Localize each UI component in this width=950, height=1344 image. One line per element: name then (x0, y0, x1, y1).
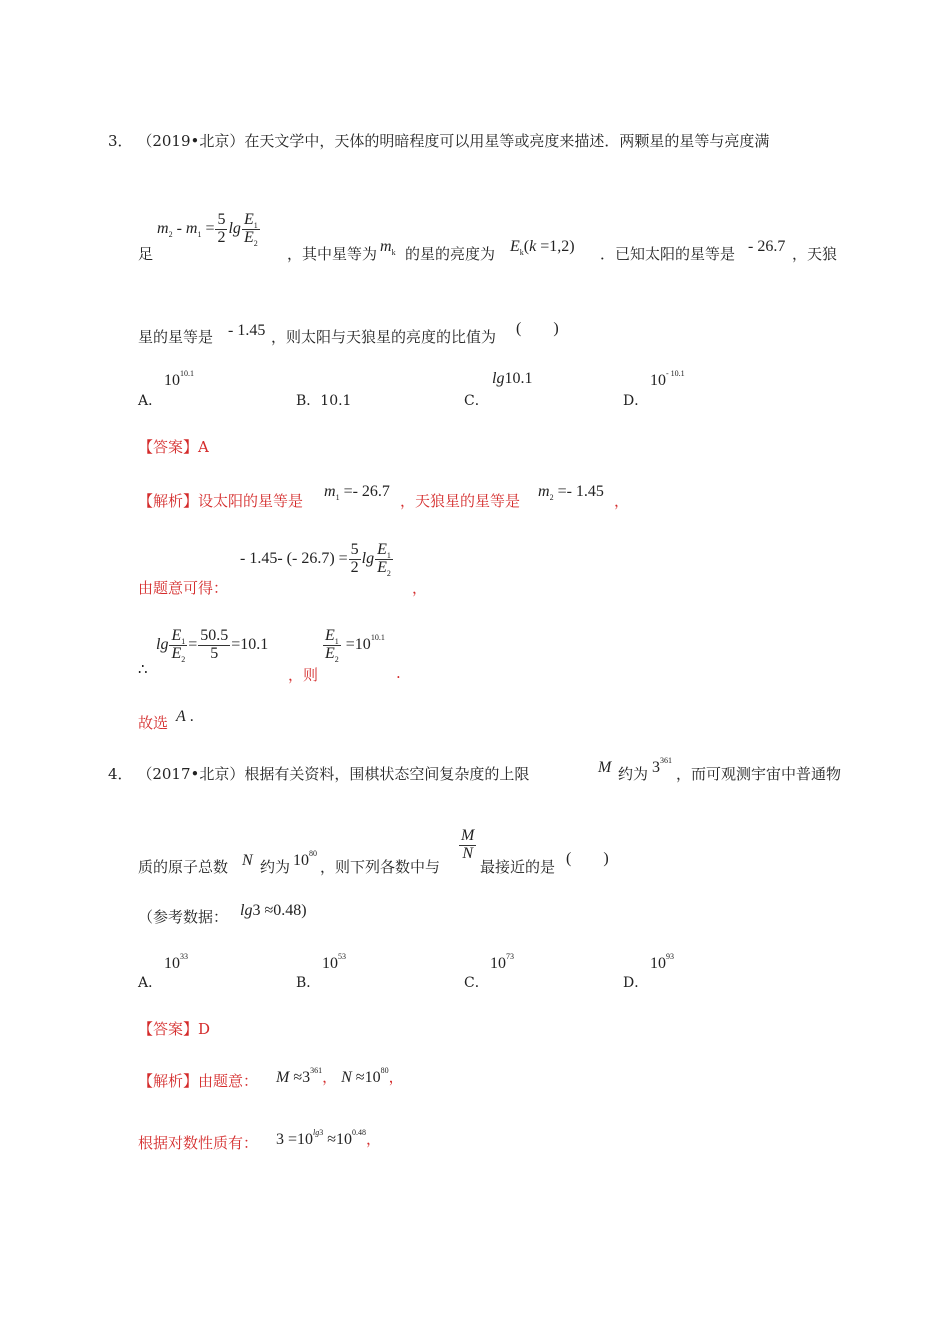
q3-line2 (138, 243, 153, 264)
q4-M-over-N: $\frac{M}{N}$ (461, 827, 475, 862)
q3-option-d: D． (623, 393, 649, 409)
q4-3-361: $3^{361}$ (652, 756, 672, 776)
q4-analysis-2: 根据对数性质有： (138, 1134, 259, 1152)
q3-number: 3． (108, 132, 133, 150)
q3-line1 (108, 130, 769, 151)
q4-analysis-1: 【解析】由题意： (138, 1072, 259, 1090)
q4-10-80: $10^{80}$ (293, 849, 317, 869)
q3-line2-c: 的星的亮度为 (405, 245, 496, 263)
q4-option-b-value: $10^{53}$ (322, 952, 346, 972)
q4-option-c-value: $10^{73}$ (490, 952, 514, 972)
q3-analysis-2: 由题意可得： (138, 579, 229, 597)
q3-sirius-mag: - 1.45 (228, 322, 266, 339)
q3-formula: $m_2 - m_1$ = $\frac{5}{2}$ lg $\frac{E_1}{E_2}$ (157, 211, 258, 248)
q3-option-a-value: $10^{10.1}$ (164, 369, 194, 389)
q4-option-d: D． (623, 975, 649, 991)
q3-eq-2: - 1.45- (- 26.7) = $\frac{5}{2}$ lg $\frac{E_1}{E_2}$ (240, 541, 391, 578)
q4-line2: 质的原子总数 (138, 858, 229, 876)
q3-option-a: A． (138, 393, 163, 409)
q3-ek: $E_k(k =1,2)$ (510, 238, 575, 257)
q3-comma-1: ， (614, 492, 630, 510)
q3-analysis-1b: ，天狼星的星等是 (400, 492, 521, 510)
q4-analysis-2-math: $3 =10^{lg3} \approx 10^{0.48}$， (276, 1128, 382, 1148)
q4-answer: 【答案】D (138, 1020, 211, 1038)
q4-option-d-value: $10^{93}$ (650, 952, 674, 972)
q4-line1-mid: 约为 (618, 765, 649, 783)
q3-m1-eq: $m_1 =- 26.7$ (324, 483, 390, 502)
q3-line1-text: 在天文学中，天体的明暗程度可以用星等或亮度来描述．两颗星的星等与亮度满 (244, 132, 770, 150)
q3-answer: 【答案】A (138, 438, 209, 456)
q3-option-b: B．10.1 (296, 393, 352, 409)
q4-line1-end: ，而可观测宇宙中普通物 (676, 765, 842, 783)
q4-line1: 4． （2017•北京）根据有关资料，围棋状态空间复杂度的上限 (108, 765, 530, 783)
q4-ref-data: （参考数据： (138, 908, 229, 926)
q3-comma-2: ， (412, 579, 428, 597)
q3-option-c-value: lg10.1 (492, 370, 533, 387)
q3-m2-eq: $m_2 =- 1.45$ (538, 483, 604, 502)
q3-line2-b: ，其中星等为 (287, 245, 378, 263)
q3-line3: 星的星等是 (138, 328, 214, 346)
q3-therefore: ∴ (138, 660, 148, 678)
q3-eq-4: $\frac{E_1}{E_2}$ $=10^{10.1}$ (325, 627, 385, 664)
q3-analysis-1: 【解析】设太阳的星等是 (138, 492, 304, 510)
q3-mk: $m_k$ (380, 238, 396, 257)
q3-period: . (396, 664, 401, 682)
q3-line3-end: ，则太阳与天狼星的亮度的比值为 (271, 328, 497, 346)
q4-blank-paren: ( ) (566, 850, 609, 867)
q4-source: （2017•北京） (137, 765, 245, 783)
q4-option-c: C． (464, 975, 489, 991)
q3-source: （2019•北京） (137, 132, 245, 150)
q4-N: N (242, 852, 253, 869)
q3-blank-paren: ( ) (516, 320, 559, 337)
q4-line2-end: 最接近的是 (480, 858, 556, 876)
q3-analysis-3-mid: ，则 (288, 666, 319, 684)
q3-line2-e: ，天狼 (792, 245, 838, 263)
q4-line2-mid: 约为 (260, 858, 291, 876)
q4-option-a: A． (138, 975, 163, 991)
q3-option-d-value: $10^{- 10.1}$ (650, 369, 685, 389)
q3-line2-d: ．已知太阳的星等是 (600, 245, 736, 263)
q3-analysis-4: 故选 (138, 714, 169, 732)
q3-choose-a: A . (176, 708, 194, 725)
q3-option-c: C． (464, 393, 489, 409)
q4-line2-mid2: ，则下列各数中与 (320, 858, 441, 876)
q3-eq-3: lg $\frac{E_1}{E_2}$ = $\frac{50.5}{5}$ =10.1 (156, 627, 269, 664)
q4-ref-formula: lg3 ≈0.48) (240, 902, 307, 919)
q4-M: M (598, 759, 612, 776)
q3-line2-prefix: 足 (138, 245, 154, 263)
q3-sun-mag: - 26.7 (748, 238, 786, 255)
q4-analysis-1-math: $M \approx 3^{361}$， $N \approx 10^{80}$， (276, 1066, 404, 1086)
q4-option-b: B． (296, 975, 321, 991)
q4-option-a-value: $10^{33}$ (164, 952, 188, 972)
q4-number: 4． (108, 765, 133, 783)
